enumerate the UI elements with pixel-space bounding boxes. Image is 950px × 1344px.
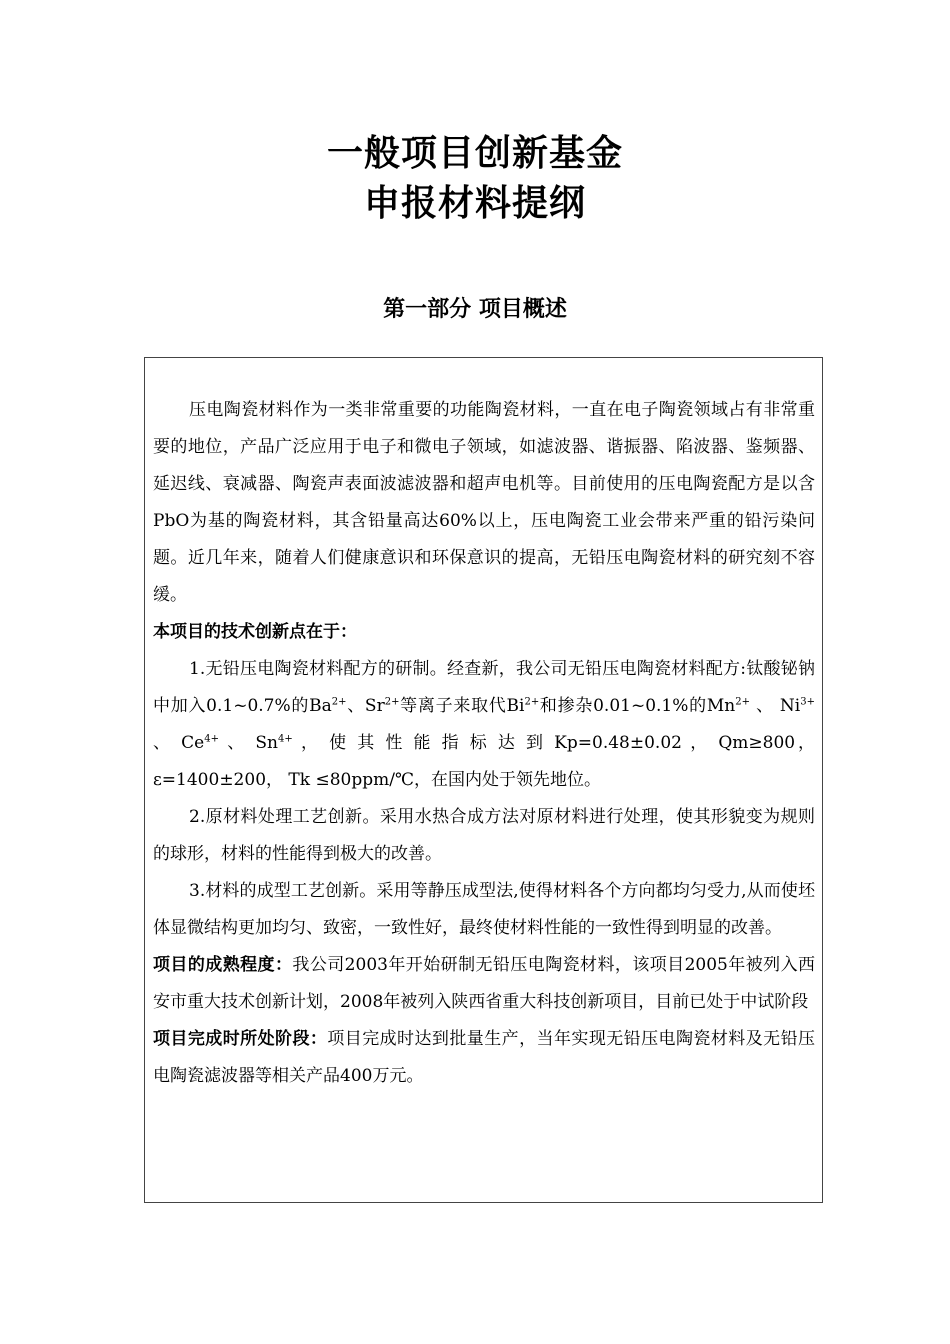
innovation-point-1 xyxy=(153,651,815,799)
innovation-heading xyxy=(153,614,815,651)
point1-text-f: 、 Ce xyxy=(153,733,205,753)
point1-text-h: ， 使 其 性 能 指 标 达 到 Kp=0.48±0.02 ， Qm≥800， ε=1400±200， Tk ≤80ppm/℃，在国内处于领先地位。 xyxy=(153,733,815,790)
maturity-text: 我公司2003年开始研制无铅压电陶瓷材料，该项目2005年被列入西安市重大技术创新计划，2008年被列入陕西省重大科技创新项目，目前已处于中试阶段 xyxy=(153,955,815,1012)
mn-charge: 2+ xyxy=(735,696,750,708)
point1-text-b: 、Sr xyxy=(346,696,385,716)
stage-label: 项目完成时所处阶段： xyxy=(153,1029,328,1049)
stage-text: 项目完成时达到批量生产，当年实现无铅压电陶瓷材料及无铅压电陶瓷滤波器等相关产品400万元。 xyxy=(153,1029,816,1086)
maturity-label: 项目的成熟程度： xyxy=(153,955,293,975)
innovation-point-2: 2.原材料处理工艺创新。采用水热合成方法对原材料进行处理，使其形貌变为规则的球形，材料的性能得到极大的改善。 xyxy=(153,807,815,864)
point1-text-e: 、 Ni xyxy=(749,696,801,716)
point1-text-c: 等离子来取代Bi xyxy=(399,696,525,716)
innovation-point-3: 3.材料的成型工艺创新。采用等静压成型法,使得材料各个方向都均匀受力,从而使坯体显微结构更加均匀、致密，一致性好，最终使材料性能的一致性得到明显的改善。 xyxy=(153,881,815,938)
stage-paragraph xyxy=(153,1021,815,1095)
ba-charge: 2+ xyxy=(331,696,347,708)
section-heading: 第一部分 项目概述 xyxy=(383,297,567,322)
point1-text-d: 和掺杂0.01~0.1%的Mn xyxy=(539,696,736,716)
document-title-line2: 申报材料提纲 xyxy=(363,183,586,224)
sr-charge: 2+ xyxy=(384,696,400,708)
document-title-line1: 一般项目创新基金 xyxy=(326,133,623,174)
ce-charge: 4+ xyxy=(204,733,219,745)
bi-charge: 2+ xyxy=(524,696,540,708)
overview-content xyxy=(153,392,815,1095)
point1-text-a: 1.无铅压电陶瓷材料配方的研制。经查新，我公司无铅压电陶瓷材料配方:钛酸铋钠中加入0.1~0.7%的Ba xyxy=(153,659,815,716)
point1-text-g: 、 Sn xyxy=(218,733,278,753)
innovation-label: 本项目的技术创新点在于： xyxy=(153,622,357,642)
maturity-paragraph xyxy=(153,947,815,1021)
ni-charge: 3+ xyxy=(800,696,815,708)
intro-paragraph: 压电陶瓷材料作为一类非常重要的功能陶瓷材料，一直在电子陶瓷领域占有非常重要的地位，产品广泛应用于电子和微电子领域，如滤波器、谐振器、陷波器、鉴频器、延迟线、衰减器、陶瓷声表面波滤波器和超声电机等。目前使用的压电陶瓷配方是以含PbO为基的陶瓷材料，其含铅量高达60%以上，压电陶瓷工业会带来严重的铅污染问题。近几年来，随着人们健康意识和环保意识的提高，无铅压电陶瓷材料的研究刻不容缓。 xyxy=(153,400,815,605)
sn-charge: 4+ xyxy=(277,733,293,745)
